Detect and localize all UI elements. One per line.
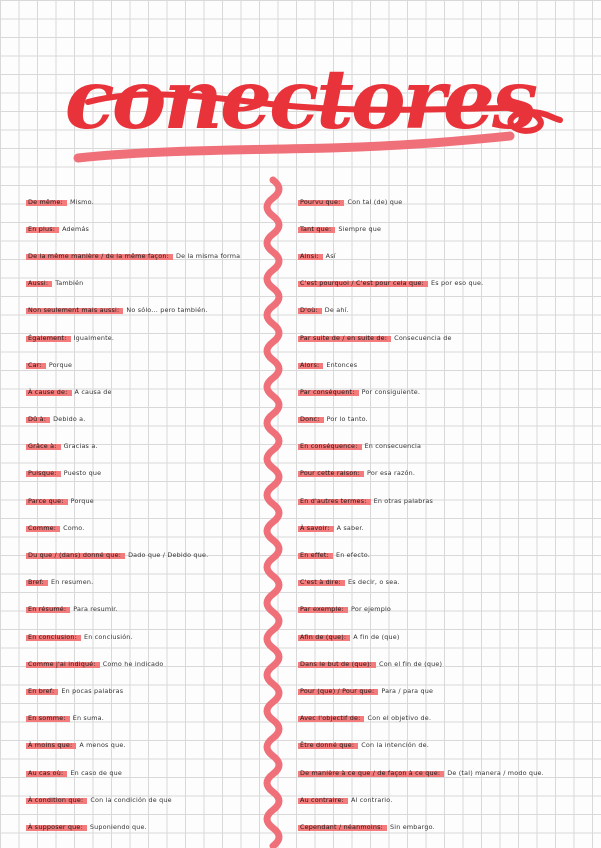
connector-translation: Debido a. — [53, 415, 86, 424]
connector-translation: Gracias a. — [63, 442, 98, 451]
connector-translation: Para resumir. — [73, 605, 118, 614]
connector-translation: Con tal (de) que — [347, 197, 403, 206]
connector-entry — [26, 351, 306, 378]
connector-translation: Por esa razón. — [367, 469, 416, 478]
connector-entry — [298, 623, 578, 650]
connector-term: Ainsi: — [298, 251, 323, 261]
connector-term: Bref: — [26, 577, 48, 587]
connector-term: En bref: — [26, 686, 58, 696]
connector-translation: En consecuencia — [364, 442, 422, 451]
connector-term: Afin de (que): — [298, 632, 350, 642]
connector-entry — [298, 786, 578, 813]
connector-translation: Consecuencia de — [394, 333, 452, 342]
connector-term: Alors: — [298, 360, 323, 370]
connector-translation: Igualmente. — [73, 333, 115, 342]
connector-term: De même: — [26, 197, 67, 207]
connector-term: Dû à: — [26, 414, 50, 424]
connector-entry — [26, 541, 306, 568]
connectors-left-column — [26, 188, 306, 841]
connector-translation: Dado que / Debido que. — [128, 551, 209, 560]
connector-entry — [26, 215, 306, 242]
connector-translation: No sólo... pero también. — [126, 306, 208, 315]
connector-term: De manière à ce que / de façon à ce que: — [298, 768, 444, 778]
connector-entry — [26, 324, 306, 351]
connector-entry — [298, 541, 578, 568]
connector-term: En conclusion: — [26, 632, 81, 642]
connector-translation: De ahí. — [324, 306, 349, 315]
connector-entry — [298, 514, 578, 541]
connector-entry — [26, 677, 306, 704]
connector-term: Pour (que) / Pour que: — [298, 686, 378, 696]
connector-translation: En resumen. — [50, 578, 94, 587]
connector-entry — [298, 705, 578, 732]
connector-entry — [26, 786, 306, 813]
connector-entry — [298, 569, 578, 596]
connector-entry — [298, 215, 578, 242]
connector-term: C'est pourquoi / C'est pour cela que: — [298, 278, 428, 288]
connector-term: D'où: — [298, 305, 322, 315]
connector-translation: Además — [62, 224, 90, 233]
connector-translation: A saber. — [336, 523, 364, 532]
connector-entry — [298, 596, 578, 623]
connector-term: À condition que: — [26, 795, 87, 805]
connector-term: Comme j'ai indiqué: — [26, 659, 100, 669]
connector-translation: Siempre que — [338, 224, 382, 233]
connector-translation: Puesto que — [63, 469, 102, 478]
connector-entry — [298, 188, 578, 215]
connector-translation: A causa de — [74, 387, 112, 396]
connector-entry — [298, 324, 578, 351]
connector-entry — [298, 813, 578, 840]
connector-translation: Porque — [70, 496, 94, 505]
connector-entry — [26, 297, 306, 324]
connector-term: C'est à dire: — [298, 577, 345, 587]
connector-translation: Con la condición de que — [90, 795, 172, 804]
connector-entry — [26, 487, 306, 514]
connector-term: En somme: — [26, 713, 70, 723]
connector-term: Tant que: — [298, 224, 335, 234]
connector-term: Pourvu que: — [298, 197, 344, 207]
connector-translation: En otras palabras — [373, 496, 434, 505]
connector-entry — [298, 732, 578, 759]
connector-translation: Es decir, o sea. — [347, 578, 400, 587]
connector-translation: Con el fin de (que) — [379, 659, 443, 668]
connector-term: En résumé: — [26, 604, 70, 614]
connector-translation: Por consiguiente. — [361, 387, 421, 396]
connector-term: Parce que: — [26, 496, 68, 506]
connector-term: Également: — [26, 333, 71, 343]
connector-translation: En efecto. — [335, 551, 371, 560]
connector-translation: Por lo tanto. — [326, 415, 368, 424]
connector-term: Au cas où: — [26, 768, 67, 778]
connector-translation: Con la intención de. — [361, 741, 430, 750]
connector-entry — [26, 705, 306, 732]
connector-entry — [298, 677, 578, 704]
connector-term: En d'autres termes: — [298, 496, 371, 506]
connector-translation: A menos que. — [79, 741, 126, 750]
connector-term: En plus: — [26, 224, 59, 234]
connector-translation: En pocas palabras — [61, 686, 124, 695]
connector-translation: De la misma forma — [175, 251, 241, 260]
connector-translation: Sin embargo. — [389, 822, 435, 831]
connector-translation: A fin de (que) — [353, 632, 400, 641]
connector-entry — [26, 569, 306, 596]
connector-entry — [298, 297, 578, 324]
connector-term: Donc: — [298, 414, 324, 424]
connector-entry — [26, 270, 306, 297]
connector-translation: Es por eso que. — [431, 279, 484, 288]
connector-entry — [26, 460, 306, 487]
connector-translation: También — [55, 279, 84, 288]
connector-term: Grâce à: — [26, 441, 61, 451]
connector-term: Aussi: — [26, 278, 52, 288]
connector-translation: Como he indicado — [102, 659, 164, 668]
connector-entry — [26, 242, 306, 269]
connector-translation: Así — [325, 251, 336, 260]
connector-translation: En conclusión. — [83, 632, 133, 641]
connector-translation: De (tal) manera / modo que. — [447, 768, 544, 777]
connector-term: Cependant / néanmoins: — [298, 822, 387, 832]
connector-entry — [298, 242, 578, 269]
connector-translation: Por ejemplo — [351, 605, 392, 614]
connector-term: En effet: — [298, 550, 333, 560]
connector-entry — [26, 813, 306, 840]
connector-entry — [26, 759, 306, 786]
connector-term: Dans le but de (que): — [298, 659, 376, 669]
connector-translation: Con el objetivo de. — [367, 714, 432, 723]
connector-translation: En caso de que — [70, 768, 123, 777]
connector-translation: Para / para que — [381, 686, 434, 695]
connector-translation: Entonces — [326, 360, 358, 369]
connector-entry — [298, 650, 578, 677]
connector-translation: Suponiendo que. — [89, 822, 147, 831]
connector-translation: En suma. — [72, 714, 104, 723]
connector-entry — [26, 623, 306, 650]
connector-term: Comme: — [26, 523, 60, 533]
connector-entry — [26, 732, 306, 759]
title-lettering — [0, 0, 601, 190]
connector-entry — [298, 270, 578, 297]
connector-term: À supposer que: — [26, 822, 87, 832]
connector-entry — [298, 351, 578, 378]
connector-term: Par exemple: — [298, 604, 348, 614]
connector-entry — [298, 433, 578, 460]
connector-term: Avec l'objectif de: — [298, 713, 364, 723]
connector-term: Du que / (dans) donné que: — [26, 550, 125, 560]
connector-entry — [26, 514, 306, 541]
connector-entry — [26, 188, 306, 215]
connector-term: Puisque: — [26, 468, 61, 478]
connector-entry — [298, 406, 578, 433]
connector-translation: Porque — [48, 360, 73, 369]
connector-term: De la même manière / de la même façon: — [26, 251, 173, 261]
connector-entry — [26, 596, 306, 623]
connector-term: Par suite de / en suite de: — [298, 333, 391, 343]
connector-term: Pour cette raison: — [298, 468, 364, 478]
connector-term: Par conséquent: — [298, 387, 359, 397]
connector-entry — [298, 759, 578, 786]
connector-term: Car: — [26, 360, 46, 370]
connector-entry — [298, 378, 578, 405]
connector-entry — [26, 378, 306, 405]
connector-term: Être donné que: — [298, 740, 358, 750]
connector-entry — [298, 487, 578, 514]
connector-entry — [26, 433, 306, 460]
connector-term: À moins que: — [26, 740, 76, 750]
connector-translation: Como. — [63, 523, 85, 532]
connector-term: Au contraire: — [298, 795, 348, 805]
connector-translation: Mismo. — [69, 197, 94, 206]
connector-term: En conséquence: — [298, 441, 362, 451]
connector-entry — [298, 460, 578, 487]
connectors-right-column — [298, 188, 578, 841]
connector-translation: Al contrario. — [350, 795, 393, 804]
connector-term: À savoir: — [298, 523, 334, 533]
connector-entry — [26, 406, 306, 433]
connector-term: À cause de: — [26, 387, 72, 397]
page-title: conectores — [64, 52, 536, 148]
connector-entry — [26, 650, 306, 677]
connector-term: Non seulement mais aussi: — [26, 305, 123, 315]
